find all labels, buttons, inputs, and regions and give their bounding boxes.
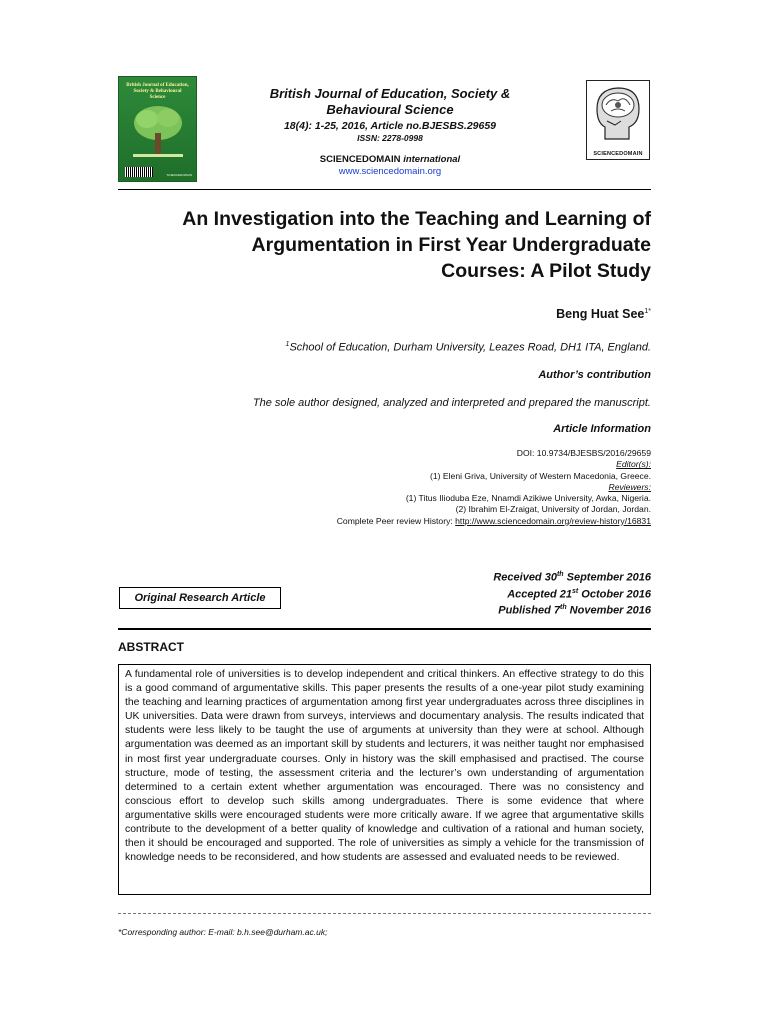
- author-name: Beng Huat See$^{1*}$: [556, 307, 651, 321]
- logo-label: SCIENCEDOMAIN: [593, 151, 643, 157]
- abstract-heading: ABSTRACT: [118, 640, 184, 654]
- abstract-text: A fundamental role of universities is to develop independent and critical thinkers. An effective strategy to do this is a good command of argumentative skills. This paper presents the results of a one-year pilot study examining the teaching and learning practices of argumentation among first year undergraduates across three disciplines in UK universities. Data were drawn from surveys, interviews and documentary analysis. The results indicated that students were less likely to be taught the use of arguments at university than they were at school. Although argumentation was deemed as an important skill by students and lecturers, it was neither taught nor emphasised in most first year undergraduate courses. Only in history was the skill emphasised and practised. The course structure, mode of testing, the assessment criteria and the lecturer’s own understanding of argumentation determined to a certain extent whether argumentation was encouraged. There was no consistency and conscious effort to develop such skills among undergraduates. There is some evidence that where argumentative skills were encouraged students were more critically aware. If we agree that argumentative skills contribute to the development of a better quality of knowledge and cultivation of a rational and human society, then it should be encouraged and supported. The role of universities as simply a vehicle for the transmission of knowledge needs to be reconsidered, and how students are assessed and evaluated needs to be reviewed.: [118, 664, 651, 895]
- doi: DOI: 10.9734/BJESBS/2016/29659: [516, 448, 651, 458]
- cover-title: British Journal of Education, Society & Behavioural Science: [126, 83, 189, 100]
- reviewer-item: (1) Titus Ilioduba Eze, Nnamdi Azikiwe University, Awka, Nigeria.: [405, 493, 651, 504]
- brain-head-icon: [591, 83, 645, 147]
- article-information: [260, 448, 651, 527]
- publisher-name: SCIENCEDOMAIN international: [319, 154, 461, 165]
- publisher-logo: [586, 80, 650, 160]
- journal-name: British Journal of Education, Society & Behavioural Science: [269, 86, 511, 117]
- paper-title: An Investigation into the Teaching and Learning of Argumentation in First Year Undergraduate Courses: A Pilot Study: [182, 208, 651, 282]
- published-date: Published 7th November 2016: [498, 604, 651, 617]
- reviewer-item: (2) Ibrahim El-Zraigat, University of Jordan, Jordan.: [455, 504, 651, 515]
- journal-issn: ISSN: 2278-0998: [357, 133, 423, 143]
- article-info-heading: Article Information: [553, 423, 651, 435]
- article-type-badge: Original Research Article: [119, 587, 281, 609]
- section-divider: [118, 628, 651, 630]
- review-history: Complete Peer review History: http://www.sciencedomain.org/review-history/16831: [336, 515, 651, 526]
- reviewers-label: Reviewers:: [608, 481, 651, 492]
- accepted-date: Accepted 21st October 2016: [507, 587, 651, 601]
- publication-dates: [420, 568, 651, 618]
- barcode-icon: [125, 167, 153, 177]
- review-history-link[interactable]: http://www.sciencedomain.org/review-history/16831: [455, 515, 651, 526]
- received-date: Received 30th September 2016: [493, 571, 651, 584]
- author-affiliation: $^1$School of Education, Durham University, Leazes Road, DH1 ITA, England.: [285, 341, 651, 354]
- editor-item: (1) Eleni Griva, University of Western Macedonia, Greece.: [430, 470, 651, 481]
- contribution-text: The sole author designed, analyzed and interpreted and prepared the manuscript.: [252, 397, 651, 409]
- corresponding-author-footnote: *Corresponding author: E-mail: b.h.see@durham.ac.uk;: [118, 927, 328, 937]
- tree-icon: [127, 103, 189, 159]
- journal-header: [230, 86, 550, 178]
- journal-cover-image: [118, 76, 197, 182]
- publisher-website-link[interactable]: www.sciencedomain.org: [338, 166, 442, 177]
- footnote-divider: [118, 913, 651, 914]
- header-divider: [118, 189, 651, 190]
- cover-publisher: SCIENCEDOMAIN: [166, 173, 192, 177]
- editors-label: Editor(s):: [616, 459, 651, 470]
- journal-issue: 18(4): 1-25, 2016, Article no.BJESBS.29659: [283, 120, 497, 132]
- contribution-heading: Author’s contribution: [538, 369, 651, 381]
